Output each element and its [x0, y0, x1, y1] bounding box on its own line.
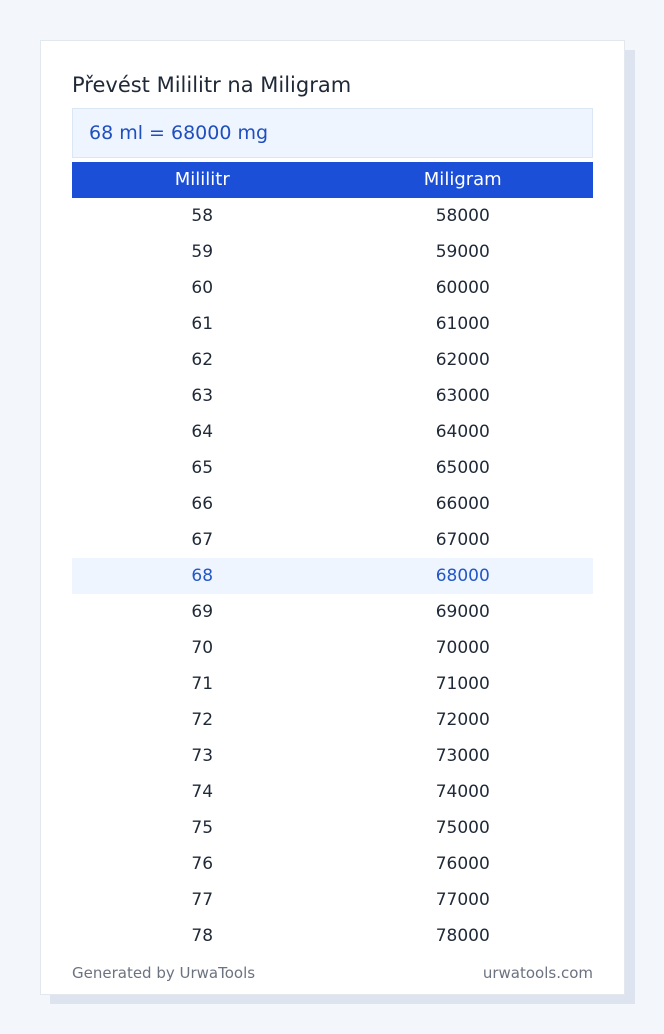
- table-row: [72, 522, 593, 558]
- cell-mililitr: 67: [191, 530, 214, 550]
- cell-miligram: 71000: [435, 674, 490, 694]
- table-header: [72, 162, 593, 198]
- converter-card: [40, 40, 625, 995]
- cell-mililitr: 69: [191, 602, 214, 622]
- conversion-table: [72, 162, 593, 954]
- cell-miligram: 77000: [435, 890, 490, 910]
- table-row: [72, 918, 593, 954]
- cell-mililitr: 76: [191, 854, 214, 874]
- table-row: [72, 378, 593, 414]
- cell-miligram: 70000: [435, 638, 490, 658]
- table-body: [72, 198, 593, 954]
- table-row: [72, 234, 593, 270]
- cell-mililitr: 77: [191, 890, 214, 910]
- cell-mililitr: 59: [191, 242, 214, 262]
- cell-mililitr: 72: [191, 710, 214, 730]
- cell-miligram: 67000: [435, 530, 490, 550]
- generated-by-text: Generated by UrwaTools: [72, 964, 256, 982]
- result-text: 68 ml = 68000 mg: [89, 122, 269, 144]
- cell-miligram: 58000: [435, 206, 490, 226]
- cell-miligram: 64000: [435, 422, 490, 442]
- cell-miligram: 74000: [435, 782, 490, 802]
- cell-miligram: 62000: [435, 350, 490, 370]
- table-row: [72, 666, 593, 702]
- cell-miligram: 78000: [435, 926, 490, 946]
- table-row: [72, 342, 593, 378]
- cell-mililitr: 78: [191, 926, 214, 946]
- cell-miligram: 66000: [435, 494, 490, 514]
- cell-miligram: 69000: [435, 602, 490, 622]
- cell-miligram: 75000: [435, 818, 490, 838]
- cell-mililitr: 66: [191, 494, 214, 514]
- cell-miligram: 60000: [435, 278, 490, 298]
- cell-mililitr: 70: [191, 638, 214, 658]
- table-row: [72, 738, 593, 774]
- cell-mililitr: 58: [191, 206, 214, 226]
- cell-mililitr: 68: [191, 566, 214, 586]
- table-row: [72, 702, 593, 738]
- table-row: [72, 846, 593, 882]
- table-row: [72, 198, 593, 234]
- table-row: [72, 414, 593, 450]
- cell-miligram: 61000: [435, 314, 490, 334]
- column-header-mililitr: Mililitr: [174, 169, 230, 190]
- cell-mililitr: 62: [191, 350, 214, 370]
- table-row: [72, 486, 593, 522]
- cell-mililitr: 73: [191, 746, 214, 766]
- cell-mililitr: 60: [191, 278, 214, 298]
- table-row: [72, 810, 593, 846]
- cell-miligram: 68000: [435, 566, 490, 586]
- result-box: [72, 108, 593, 158]
- cell-miligram: 59000: [435, 242, 490, 262]
- cell-mililitr: 61: [191, 314, 214, 334]
- table-row: [72, 450, 593, 486]
- page-title: Převést Mililitr na Miligram: [72, 73, 352, 97]
- site-link[interactable]: urwatools.com: [482, 964, 593, 982]
- table-row: [72, 270, 593, 306]
- table-row: [72, 594, 593, 630]
- cell-miligram: 63000: [435, 386, 490, 406]
- table-row: [72, 558, 593, 594]
- cell-mililitr: 71: [191, 674, 214, 694]
- cell-miligram: 65000: [435, 458, 490, 478]
- cell-miligram: 72000: [435, 710, 490, 730]
- table-row: [72, 882, 593, 918]
- cell-mililitr: 75: [191, 818, 214, 838]
- cell-miligram: 76000: [435, 854, 490, 874]
- cell-miligram: 73000: [435, 746, 490, 766]
- table-row: [72, 630, 593, 666]
- cell-mililitr: 64: [191, 422, 214, 442]
- table-row: [72, 306, 593, 342]
- cell-mililitr: 65: [191, 458, 214, 478]
- table-row: [72, 774, 593, 810]
- column-header-miligram: Miligram: [423, 169, 502, 190]
- cell-mililitr: 74: [191, 782, 214, 802]
- cell-mililitr: 63: [191, 386, 214, 406]
